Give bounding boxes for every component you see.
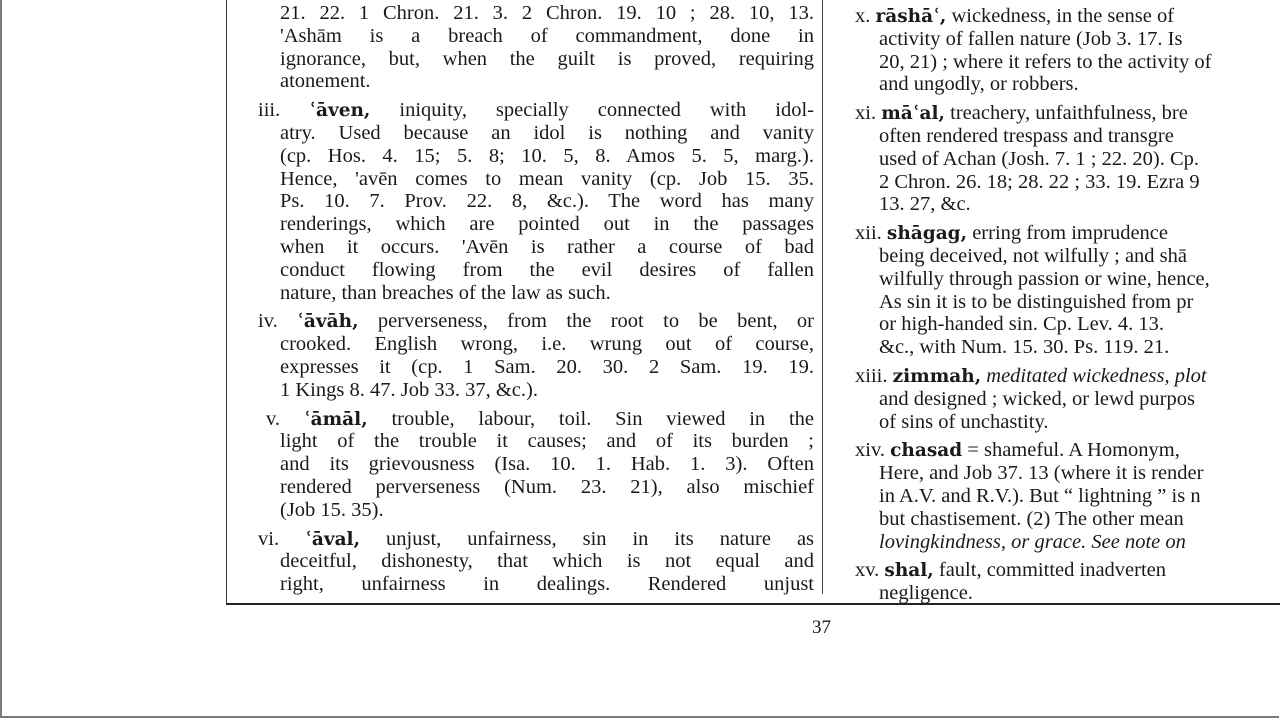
text-line: As sin it is to be distinguished from pr bbox=[879, 290, 1194, 313]
text-line: rendered perverseness (Num. 23. 21), also mischief bbox=[280, 475, 814, 498]
text-line: conduct flowing from the evil desires of fallen bbox=[280, 258, 814, 281]
column-divider bbox=[822, 0, 823, 594]
text-line: activity of fallen nature (Job 3. 17. Is bbox=[879, 27, 1183, 50]
entry-maal bbox=[855, 102, 1280, 216]
text-line: and designed ; wicked, or lewd purpos bbox=[879, 387, 1195, 410]
text-line: (Job 15. 35). bbox=[280, 498, 384, 521]
entry-numeral: x. bbox=[855, 5, 871, 27]
entry-numeral: xi. bbox=[855, 102, 877, 125]
entry-first-line bbox=[855, 222, 1280, 245]
text-line: trouble, labour, toil. Sin viewed in the bbox=[391, 407, 815, 430]
entry-term: chasad bbox=[890, 440, 963, 462]
text-line: &c., with Num. 15. 30. Ps. 119. 21. bbox=[879, 336, 1170, 359]
text-line: wilfully through passion or wine, hence, bbox=[879, 267, 1210, 290]
text-line: expresses it (cp. 1 Sam. 20. 30. 2 Sam. 19. 19. bbox=[280, 355, 814, 378]
continuation-paragraph bbox=[258, 2, 814, 93]
entry-first-line bbox=[855, 559, 1280, 582]
entry-term: ʿāven, bbox=[309, 100, 371, 122]
text-line: wickedness, in the sense of bbox=[951, 5, 1175, 27]
entry-first-line bbox=[258, 528, 814, 551]
text-line: in A.V. and R.V.). But “ lightning ” is n bbox=[879, 484, 1201, 507]
text-line: crooked. English wrong, i.e. wrung out of course, bbox=[280, 333, 814, 356]
entry-rasha bbox=[855, 5, 1280, 96]
text-line: 2 Chron. 26. 18; 28. 22 ; 33. 19. Ezra 9 bbox=[879, 170, 1200, 193]
entry-aven bbox=[258, 99, 814, 304]
text-line: atonement. bbox=[280, 70, 371, 93]
entry-first-line bbox=[258, 408, 814, 431]
text-line: deceitful, dishonesty, that which is not equal and bbox=[280, 550, 814, 573]
text-line: perverseness, from the root to be bent, or bbox=[377, 310, 815, 333]
text-line: 1 Kings 8. 47. Job 33. 37, &c.). bbox=[280, 378, 538, 401]
text-line: right, unfairness in dealings. Rendered unjust bbox=[280, 573, 814, 596]
text-line: being deceived, not wilfully ; and shā bbox=[879, 244, 1187, 267]
text-line: Hence, 'avēn comes to mean vanity (cp. Job 15. 35. bbox=[280, 167, 814, 190]
text-line: iniquity, specially connected with idol- bbox=[399, 99, 814, 122]
entry-term: ʿāval, bbox=[305, 528, 361, 550]
entry-numeral: xiv. bbox=[855, 439, 885, 462]
entry-numeral: iv. bbox=[258, 310, 278, 333]
text-line: renderings, which are pointed out in the passages bbox=[280, 213, 814, 236]
entry-first-line bbox=[258, 99, 814, 122]
text-line: ignorance, but, when the guilt is proved, requiring bbox=[280, 47, 814, 70]
entry-term: rāshāʿ, bbox=[875, 6, 947, 27]
entry-numeral: xiii. bbox=[855, 364, 888, 387]
entry-first-line bbox=[855, 365, 1280, 388]
text-line: 13. 27, &c. bbox=[879, 193, 971, 216]
entry-numeral: vi. bbox=[258, 527, 280, 550]
text-line: and its grievousness (Isa. 10. 1. Hab. 1. 3). Often bbox=[280, 453, 814, 476]
text-line: or high-handed sin. Cp. Lev. 4. 13. bbox=[879, 313, 1165, 336]
entry-numeral: xii. bbox=[855, 222, 882, 245]
left-column bbox=[258, 0, 814, 602]
text-line: used of Achan (Josh. 7. 1 ; 22. 20). Cp. bbox=[879, 147, 1200, 170]
text-line: treachery, unfaithfulness, bre bbox=[950, 102, 1188, 125]
entry-term: shāgag, bbox=[886, 223, 968, 245]
entry-first-line bbox=[855, 102, 1280, 125]
text-line: atry. Used because an idol is nothing and vanity bbox=[280, 121, 814, 144]
entry-term: ʿāvāh, bbox=[297, 311, 359, 333]
text-line: when it occurs. 'Avēn is rather a course of bad bbox=[280, 235, 814, 258]
entry-term: ʿāmāl, bbox=[303, 408, 368, 430]
text-line: meditated wickedness, plot bbox=[986, 364, 1207, 387]
entry-term: zimmah, bbox=[892, 365, 982, 387]
text-line: but chastisement. (2) The other mean bbox=[879, 507, 1184, 530]
text-line: and ungodly, or robbers. bbox=[879, 73, 1079, 96]
text-line: erring from imprudence bbox=[972, 222, 1168, 245]
entry-numeral: iii. bbox=[258, 99, 281, 122]
text-line: 'Ashām is a breach of commandment, done in bbox=[280, 24, 814, 47]
text-line: 20, 21) ; where it refers to the activity of bbox=[879, 50, 1212, 73]
text-line: unjust, unfairness, sin in its nature as bbox=[386, 527, 815, 550]
entry-shagag bbox=[855, 222, 1280, 359]
text-line: = shameful. A Homonym, bbox=[967, 439, 1180, 462]
entry-amal bbox=[258, 408, 814, 522]
entry-first-line bbox=[855, 439, 1280, 462]
text-line: (cp. Hos. 4. 15; 5. 8; 10. 5, 8. Amos 5. 5, marg.). bbox=[280, 144, 814, 167]
entry-numeral: xv. bbox=[855, 559, 880, 582]
entry-term: māʿal, bbox=[881, 103, 945, 125]
text-line: 21. 22. 1 Chron. 21. 3. 2 Chron. 19. 10 ; 28. 10, 13. bbox=[280, 2, 814, 24]
text-line: fault, committed inadverten bbox=[938, 559, 1167, 582]
entry-aval bbox=[258, 528, 814, 596]
entry-first-line bbox=[855, 5, 1280, 28]
text-line: often rendered trespass and transgre bbox=[879, 124, 1174, 147]
entry-first-line bbox=[258, 310, 814, 333]
entry-numeral: v. bbox=[266, 407, 281, 430]
text-line: light of the trouble it causes; and of its burden ; bbox=[280, 430, 814, 453]
entry-chasad bbox=[855, 439, 1280, 553]
entry-avah bbox=[258, 310, 814, 401]
text-line: nature, than breaches of the law as such. bbox=[280, 281, 611, 304]
page-number: 37 bbox=[812, 617, 831, 638]
entry-zimmah bbox=[855, 365, 1280, 433]
text-line: negligence. bbox=[879, 582, 973, 605]
entry-shal bbox=[855, 559, 1280, 605]
right-column bbox=[855, 5, 1280, 611]
text-line: Here, and Job 37. 13 (where it is render bbox=[879, 462, 1204, 485]
text-line: Ps. 10. 7. Prov. 22. 8, &c.). The word has many bbox=[280, 190, 814, 213]
entry-term: shal, bbox=[884, 560, 934, 582]
text-line: of sins of unchastity. bbox=[879, 410, 1049, 433]
text-line: lovingkindness, or grace. See note on bbox=[879, 530, 1186, 553]
